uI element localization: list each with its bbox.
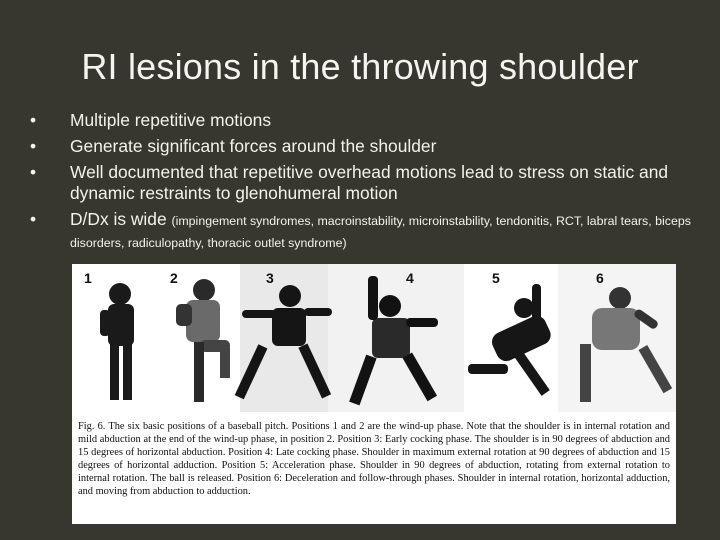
bullet-item — [30, 136, 710, 157]
bullet-text: Well documented that repetitive overhead motions lead to stress on static and dynamic restraints to glenohumeral motion — [70, 162, 669, 203]
position-number: 3 — [266, 270, 274, 286]
pitcher-figure-2 — [176, 279, 230, 402]
bullet-dot: • — [30, 209, 37, 229]
position-number: 1 — [84, 270, 92, 286]
pitching-figure — [72, 264, 676, 524]
bullet-dot: • — [30, 110, 37, 130]
position-number: 5 — [492, 270, 500, 286]
position-number: 4 — [406, 270, 414, 286]
bullet-list — [30, 110, 710, 258]
position-number: 2 — [170, 270, 178, 286]
bullet-text: D/Dx is wide — [70, 209, 172, 229]
bullet-dot: • — [30, 162, 37, 182]
position-number: 6 — [596, 270, 604, 286]
bullet-text: Generate significant forces around the shoulder — [70, 136, 437, 156]
bullet-item — [30, 162, 710, 204]
bullet-small-text: (impingement syndromes, macroinstability, microinstability, tendonitis, RCT, labral tears, biceps disorders, radiculopathy, thoracic outlet syndrome) — [70, 214, 691, 250]
bullet-text: Multiple repetitive motions — [70, 110, 272, 130]
bullet-item — [30, 209, 710, 253]
bullet-dot: • — [30, 136, 37, 156]
pitcher-figure-1 — [100, 283, 134, 400]
slide-title: RI lesions in the throwing shoulder — [81, 46, 639, 87]
bullet-item — [30, 110, 710, 131]
pitching-positions-illustration — [72, 264, 676, 412]
figure-caption: Fig. 6. The six basic positions of a baseball pitch. Positions 1 and 2 are the wind-up phase. Note that the shoulder is in internal rotation and mild abduction at the end of the wind-up phase, in position 2. Position 3: Early cocking phase. The shoulder is in 90 degrees of abduction and 15 degrees of horizontal abduction. Position 4: Late cocking phase. Shoulder in maximum external rotation at 90 degrees of abduction and 15 degrees of horizontal adduction. Position 5: Acceleration phase. Shoulder in 90 degrees of abduction, rotating from external rotation to internal rotation. The ball is released. Position 6: Deceleration and follow-through phases. Shoulder in internal rotation, horizontal adduction, and moving from abduction to adduction. — [78, 421, 670, 497]
